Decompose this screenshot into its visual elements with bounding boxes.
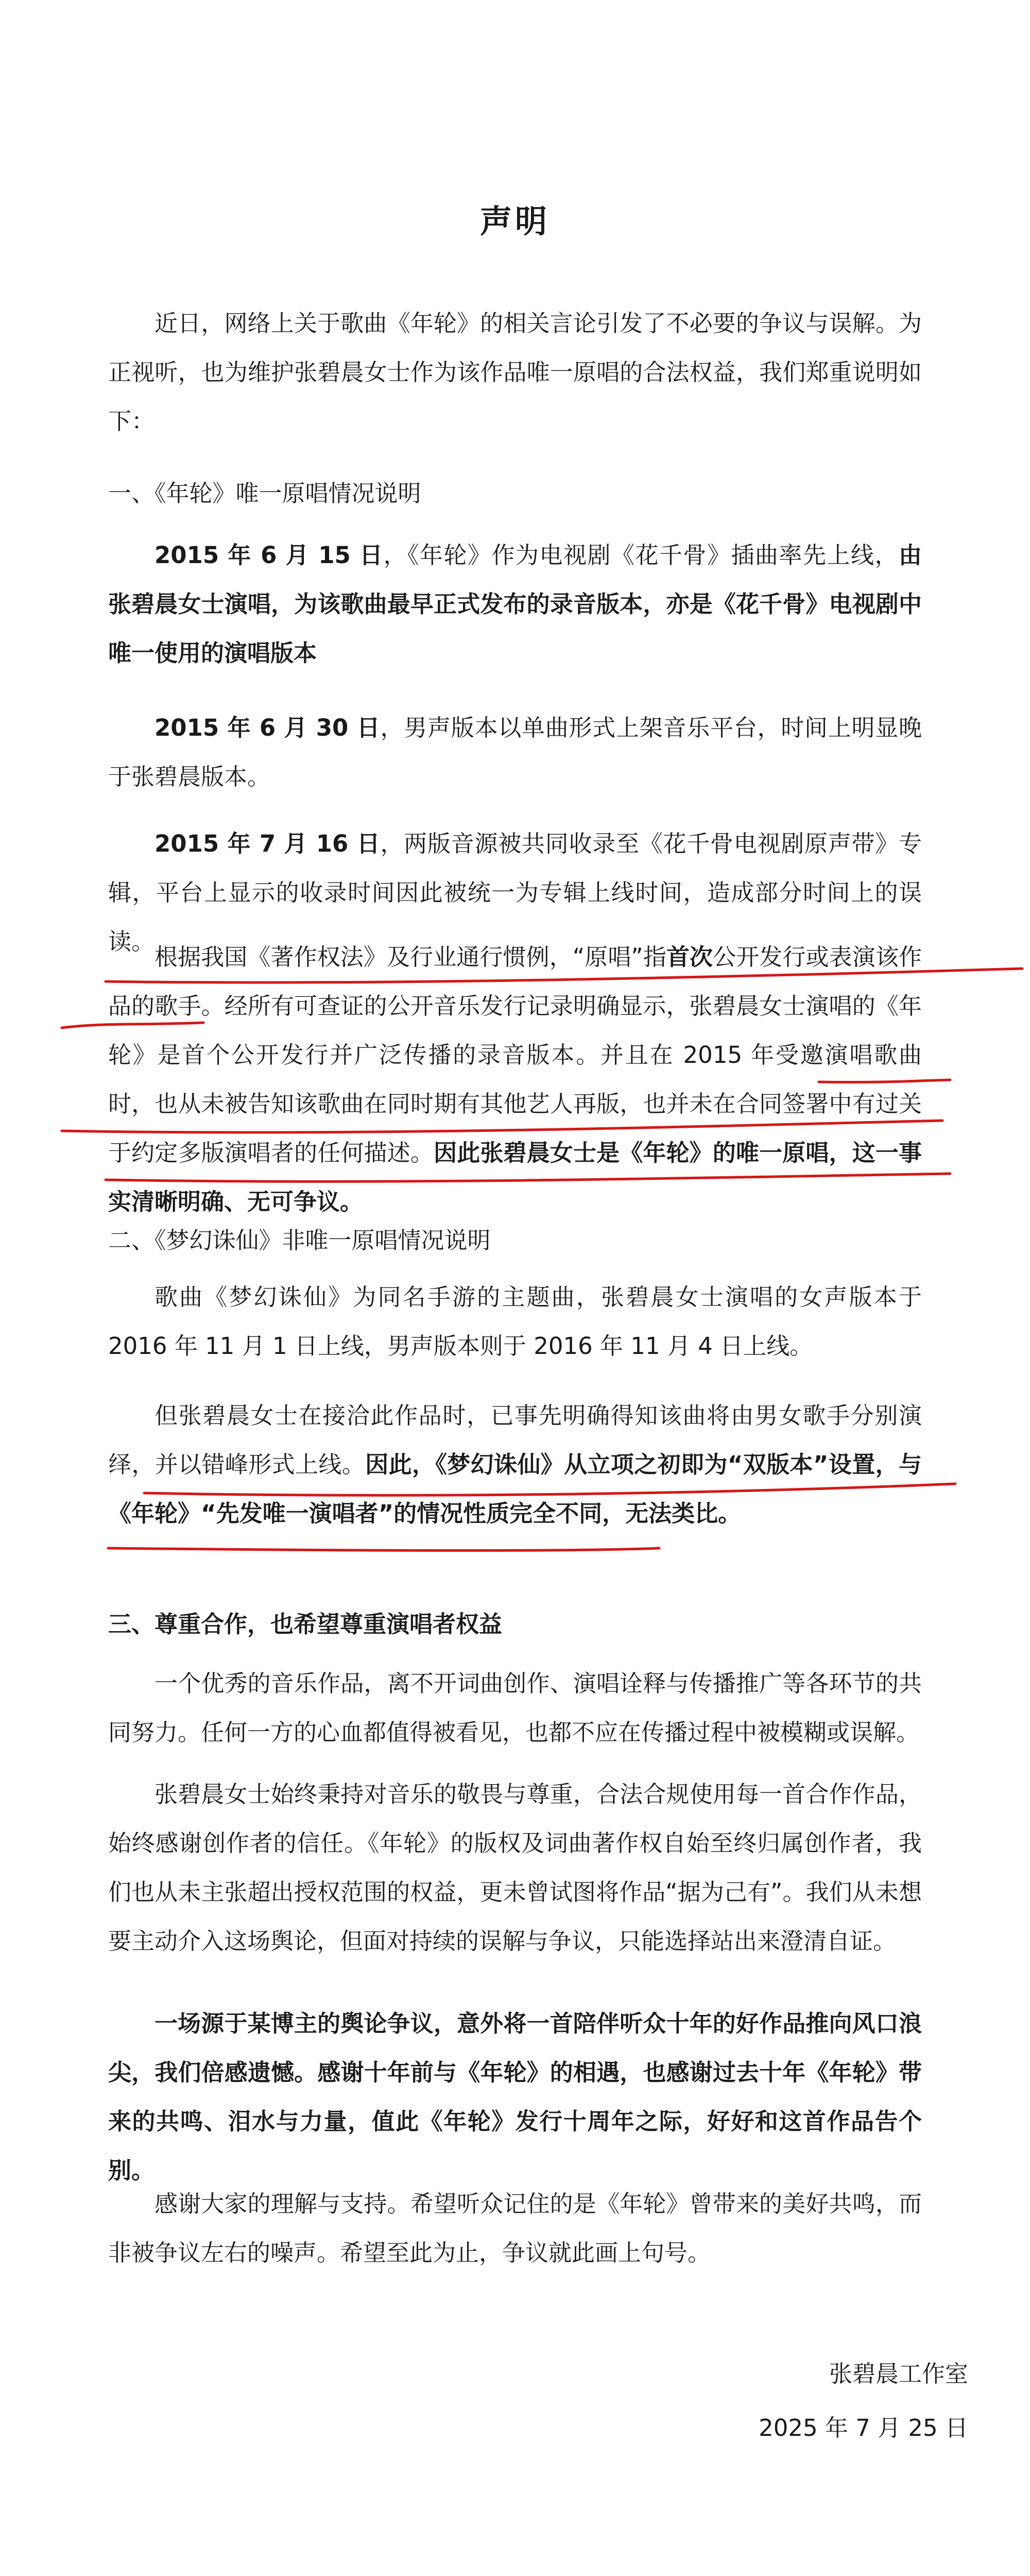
section2-heading: 二、《梦幻诛仙》非唯一原唱情况说明 (108, 1227, 491, 1254)
date-text: 2015 年 6 月 15 日 (154, 541, 384, 569)
signature-org: 张碧晨工作室 (829, 2360, 968, 2387)
section3-paragraph4: 感谢大家的理解与支持。希望听众记住的是《年轮》曾带来的美好共鸣，而非被争议左右的噪声。希望至此为止，争议就此画上句号。 (108, 2190, 922, 2266)
paragraph-text: 公开发行或表演该作品的歌手。经所有可查证的公开音乐发行记录明确显示，张碧晨女士演唱的《年轮》是首个公开发行并广泛传播的录音版本。并且在 2015 年受邀演唱歌曲时，也从未被告知该歌曲在同时期有其他艺人再版，也并未在合同签署中有过关于约定多版演唱者的任何描述。 (108, 943, 922, 1166)
section3-paragraph3: 一场源于某博主的舆论争议，意外将一首陪伴听众十年的好作品推向风口浪尖，我们倍感遗憾。感谢十年前与《年轮》的相遇，也感谢过去十年《年轮》带来的共鸣、泪水与力量，值此《年轮》发行十周年之际，好好和这首作品告个别。 (108, 2010, 922, 2184)
emphasis-text: 因此，《梦幻诛仙》从立项之初即为“双版本”设置，与《年轮》“先发唯一演唱者”的情况性质完全不同，无法类比。 (108, 1451, 922, 1527)
section1-paragraph4 (108, 933, 922, 1226)
signature-date: 2025 年 7 月 25 日 (759, 2414, 968, 2442)
date-text: 2015 年 7 月 16 日 (154, 830, 381, 857)
section3-paragraph2: 张碧晨女士始终秉持对音乐的敬畏与尊重，合法合规使用每一首合作作品，始终感谢创作者的信任。《年轮》的版权及词曲著作权自始至终归属创作者，我们也从未主张超出授权范围的权益，更未曾试图将作品“据为己有”。我们从未想要主动介入这场舆论，但面对持续的误解与争议，只能选择站出来澄清自证。 (108, 1781, 922, 1955)
section3-heading: 三、尊重合作，也希望尊重演唱者权益 (108, 1611, 503, 1638)
intro-paragraph: 近日，网络上关于歌曲《年轮》的相关言论引发了不必要的争议与误解。为正视听，也为维护张碧晨女士作为该作品唯一原唱的合法权益，我们郑重说明如下： (108, 310, 922, 435)
section2-paragraph2 (108, 1391, 922, 1538)
section3-paragraph1: 一个优秀的音乐作品，离不开词曲创作、演唱诠释与传播推广等各环节的共同努力。任何一方的心血都值得被看见，也都不应在传播过程中被模糊或误解。 (108, 1670, 922, 1746)
emphasis-text: 由张碧晨女士演唱，为该歌曲最早正式发布的录音版本，亦是《花千骨》电视剧中唯一使用的演唱版本 (108, 541, 922, 667)
paragraph-text: ，男声版本以单曲形式上架音乐平台，时间上明显晚于张碧晨版本。 (108, 714, 922, 790)
paragraph-text: 但张碧晨女士在接洽此作品时，已事先明确得知该曲将由男女歌手分别演绎，并以错峰形式上线。 (108, 1402, 922, 1478)
page-title: 声明 (479, 202, 550, 240)
date-text: 2015 年 6 月 30 日 (154, 714, 381, 741)
section1-paragraph2 (108, 703, 922, 801)
paragraph-text: 根据我国《著作权法》及行业通行惯例，“原唱”指 (154, 943, 666, 971)
section2-paragraph1: 歌曲《梦幻诛仙》为同名手游的主题曲，张碧晨女士演唱的女声版本于 2016 年 11 月 1 日上线，男声版本则于 2016 年 11 月 4 日上线。 (108, 1283, 922, 1360)
emphasis-text: 首次 (666, 943, 713, 971)
paragraph-text: ，两版音源被共同收录至《花千骨电视剧原声带》专辑，平台上显示的收录时间因此被统一为专辑上线时间，造成部分时间上的误读。 (108, 830, 922, 955)
section1-paragraph1 (108, 531, 922, 677)
section1-heading: 一、《年轮》唯一原唱情况说明 (108, 480, 421, 507)
emphasis-text: 因此张碧晨女士是《年轮》的唯一原唱，这一事实清晰明确、无可争议。 (108, 1139, 922, 1215)
red-underline-7 (108, 1548, 659, 1551)
paragraph-text: ，《年轮》作为电视剧《花千骨》插曲率先上线， (383, 541, 899, 569)
